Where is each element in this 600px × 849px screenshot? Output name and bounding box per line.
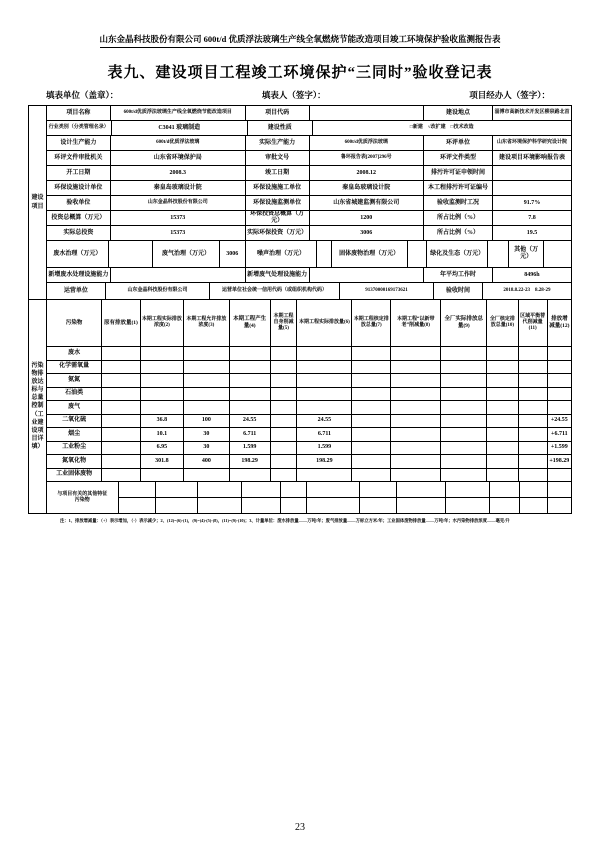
info-rows <box>47 106 571 299</box>
pollutant-value: +24.55 <box>547 415 571 428</box>
pollutant-value: 198.29 <box>296 455 351 468</box>
pollutant-value <box>489 498 519 513</box>
pollutant-column-header: 本期工程实际排放量(6) <box>296 300 351 346</box>
pollutant-value <box>440 374 486 387</box>
info-label: 绿化及生态（万元） <box>426 241 486 267</box>
pollutant-value <box>390 347 440 360</box>
pollutant-value <box>396 498 445 513</box>
pollutant-name: 烟尘 <box>68 430 81 437</box>
other-pollutants-subrow <box>118 497 571 513</box>
info-value <box>309 268 424 282</box>
pollutant-value <box>241 498 281 513</box>
pollutant-value <box>519 498 547 513</box>
table-footnote: 注：1、排放增减量：（+）表示增加，（-）表示减少；2、(12)=(6)-(1)，(9)=(4)-(5)-(8)，(11)=(9)-(10)；3、计量单位：废水排放量——万吨/年；废气排放量——万标立方米/年；工业固体废物排放量——万吨/年；水污染物排放浓度——毫克/升 <box>60 518 510 523</box>
pollutant-value <box>351 374 390 387</box>
pollutant-value <box>519 482 547 497</box>
pollutant-value <box>140 374 183 387</box>
pollutant-value <box>518 469 547 482</box>
pollutant-value <box>270 455 297 468</box>
pollutant-column-header: 本期工程自身削减量(5) <box>270 300 297 346</box>
info-label: 固体废物治理（万元） <box>331 241 407 267</box>
pollutant-value <box>486 347 517 360</box>
pollutant-value <box>229 347 270 360</box>
pollutant-name: 工业粉尘 <box>62 444 87 451</box>
info-label: 环保设施监测单位 <box>245 196 309 210</box>
info-value <box>492 181 571 195</box>
pollutant-value <box>445 482 489 497</box>
pollutant-value <box>547 498 571 513</box>
pollutant-value: 6.711 <box>296 428 351 441</box>
info-value: 19.5 <box>492 226 571 240</box>
info-label: 所占比例（%） <box>423 226 492 240</box>
pollutant-value <box>351 469 390 482</box>
pollutant-value <box>547 388 571 401</box>
pollutant-value <box>518 415 547 428</box>
pollutant-value <box>101 455 140 468</box>
info-value: □新建 √改扩建 □技术改造 <box>312 121 572 135</box>
pollutant-value <box>390 428 440 441</box>
pollutant-value <box>306 498 359 513</box>
pollutant-value <box>390 455 440 468</box>
info-label: 环评文件审批机关 <box>54 154 103 161</box>
pollutant-value <box>101 374 140 387</box>
pollutant-value <box>359 482 396 497</box>
info-label: 运营单位 <box>63 287 88 294</box>
pollutant-value <box>280 482 306 497</box>
pollutant-value: 36.8 <box>140 415 183 428</box>
pollutant-value <box>547 401 571 414</box>
info-row <box>47 195 571 210</box>
form-title: 表九、建设项目工程竣工环境保护“三同时”验收登记表 <box>107 65 493 81</box>
pollutant-value <box>183 401 229 414</box>
info-value: 600t/d优质浮法玻璃 <box>309 136 424 150</box>
info-value <box>316 241 330 267</box>
pollutant-row <box>47 454 571 468</box>
pollutant-value <box>296 401 351 414</box>
info-value: 600t/d优质浮法玻璃生产线全氧燃烧节能改造项目 <box>110 106 245 120</box>
info-label: 实际环保投资（万元） <box>245 226 309 240</box>
pollutant-value <box>270 401 297 414</box>
pollutant-value <box>229 469 270 482</box>
pollutant-value: 400 <box>183 455 229 468</box>
info-row <box>47 210 571 225</box>
pollutant-value <box>183 347 229 360</box>
pollutant-value <box>351 455 390 468</box>
info-label: 建设地点 <box>423 106 492 120</box>
pollutant-value <box>518 374 547 387</box>
pollutant-value <box>101 361 140 374</box>
info-label: 行业类别（分类管理名录） <box>48 125 109 131</box>
pollutant-value <box>390 469 440 482</box>
pollutant-value <box>183 388 229 401</box>
info-row <box>47 240 571 267</box>
pollutant-value: 301.8 <box>140 455 183 468</box>
pollutant-rows <box>47 300 571 513</box>
pollutant-value <box>445 498 489 513</box>
pollutant-value: +6.711 <box>547 428 571 441</box>
info-label: 环评文件类型 <box>423 151 492 165</box>
pollutant-value <box>486 361 517 374</box>
info-row <box>47 282 571 299</box>
info-label: 废水治理（万元） <box>53 250 102 257</box>
info-label: 验收监测时工况 <box>423 196 492 210</box>
info-label: 验收时间 <box>433 283 482 299</box>
pollutant-value <box>486 469 517 482</box>
info-value: 山东省环境保护科学研究设计院 <box>492 136 571 150</box>
info-row <box>47 135 571 150</box>
info-row <box>47 150 571 165</box>
pollutant-value: 6.711 <box>229 428 270 441</box>
info-value: 2018.8.22-23 8.28-29 <box>482 283 571 299</box>
pollutant-row <box>47 468 571 482</box>
pollutant-side-label: 污染物排放达标与总量控制（工业建设项目详填） <box>29 300 47 513</box>
pollutant-value <box>486 401 517 414</box>
pollutant-column-header: 本期工程“以新带老”削减量(8) <box>390 300 440 346</box>
pollutant-value <box>547 361 571 374</box>
pollutant-value: +1.599 <box>547 442 571 455</box>
pollutant-value <box>396 482 445 497</box>
pollutant-value <box>547 374 571 387</box>
pollutant-value <box>229 401 270 414</box>
pollutant-value <box>183 361 229 374</box>
info-value: 山东金晶科技股份有限公司 <box>110 196 245 210</box>
pollutant-value <box>296 388 351 401</box>
report-header <box>0 0 600 48</box>
pollutant-value <box>270 347 297 360</box>
pollutant-value <box>296 361 351 374</box>
pollutant-value <box>140 361 183 374</box>
pollutant-column-header: 原有排放量(1) <box>101 300 140 346</box>
info-label: 项目代码 <box>245 106 309 120</box>
info-label: 年平均工作时 <box>423 268 492 282</box>
info-value <box>108 241 153 267</box>
info-label: 运营单位社会统一信用代码（或组织机构代码） <box>209 283 339 299</box>
info-label: 审批文号 <box>245 151 309 165</box>
pollutant-value <box>270 428 297 441</box>
info-value: C3041 玻璃制造 <box>111 121 247 135</box>
page-number: 23 <box>295 822 305 833</box>
pollutant-value <box>390 374 440 387</box>
info-row <box>47 120 571 135</box>
pollutant-column-header: 本期工程产生量(4) <box>229 300 270 346</box>
pollutant-name: 石油类 <box>65 390 84 397</box>
info-value <box>492 166 571 180</box>
pollutant-value <box>280 498 306 513</box>
pollutant-value <box>486 428 517 441</box>
pollutant-value <box>486 415 517 428</box>
info-row <box>47 267 571 282</box>
info-value: 淄博市高新技术开发区柳泉路北首 <box>492 106 571 120</box>
pollutant-value <box>518 442 547 455</box>
pollutant-value <box>140 388 183 401</box>
pollutant-value <box>486 388 517 401</box>
pollutant-value <box>440 442 486 455</box>
pollutant-column-header: 本期工程允许排放浓度(3) <box>183 300 229 346</box>
pollutant-value <box>486 442 517 455</box>
pollutant-value <box>306 482 359 497</box>
pollutant-value <box>440 401 486 414</box>
pollutant-value: 1.599 <box>229 442 270 455</box>
pollutant-row <box>47 387 571 401</box>
info-value: 7.8 <box>492 211 571 225</box>
pollutant-value <box>155 498 197 513</box>
pollutant-name: 废水 <box>68 349 81 356</box>
pollutant-value <box>101 401 140 414</box>
pollutant-value <box>270 361 297 374</box>
pollutant-row <box>47 427 571 441</box>
info-label: 新增废气处理设施能力 <box>245 268 309 282</box>
pollutant-value <box>359 498 396 513</box>
pollutant-value <box>351 361 390 374</box>
pollutant-value <box>440 347 486 360</box>
info-value: 15373 <box>110 226 245 240</box>
pollutant-value <box>486 455 517 468</box>
pollutant-name: 二氧化硫 <box>62 417 87 424</box>
pollutant-value <box>197 482 241 497</box>
pollutant-value <box>351 347 390 360</box>
info-value: 山东省环境保护局 <box>110 151 245 165</box>
project-info-section <box>29 106 571 299</box>
pollutant-value <box>390 388 440 401</box>
info-value: 秦皇岛玻璃设计院 <box>110 181 245 195</box>
pollutant-value <box>140 347 183 360</box>
pollutant-name: 氮氧化物 <box>62 457 87 464</box>
pollutant-value: 1.599 <box>296 442 351 455</box>
pollutant-value <box>229 361 270 374</box>
info-value: 1200 <box>309 211 424 225</box>
info-row <box>47 165 571 180</box>
pollutant-value <box>518 401 547 414</box>
pollutant-value: +198.29 <box>547 455 571 468</box>
pollutant-value <box>440 415 486 428</box>
info-row <box>47 180 571 195</box>
pollutant-value <box>296 374 351 387</box>
info-value: 鲁环报告表[2007]296号 <box>309 151 424 165</box>
info-value: 15373 <box>110 211 245 225</box>
info-label: 环评单位 <box>423 136 492 150</box>
pollutant-name: 化学需氧量 <box>59 363 90 370</box>
info-value: 建设项目环境影响报告表 <box>492 151 571 165</box>
info-value <box>110 268 245 282</box>
pollutant-value <box>547 469 571 482</box>
info-row <box>47 106 571 120</box>
info-label: 新增废水处理设施能力 <box>48 271 109 278</box>
info-label: 验收单位 <box>66 199 91 206</box>
pollutant-value: 198.29 <box>229 455 270 468</box>
info-value: 2008.3 <box>110 166 245 180</box>
pollutant-value <box>390 415 440 428</box>
info-label: 环保设施设计单位 <box>54 184 103 191</box>
info-value: 2008.12 <box>309 166 424 180</box>
info-label: 投资总概算（万元） <box>51 214 106 221</box>
pollutant-value <box>518 428 547 441</box>
pollutant-row <box>47 346 571 360</box>
info-label: 建设性质 <box>247 121 312 135</box>
info-label: 实际生产能力 <box>245 136 309 150</box>
pollutant-value <box>101 428 140 441</box>
info-label: 设计生产能力 <box>60 139 97 146</box>
pollutant-name: 废气 <box>68 403 81 410</box>
pollutant-value: 6.95 <box>140 442 183 455</box>
other-pollutants-subrow <box>118 482 571 497</box>
pollutant-value: 30 <box>183 442 229 455</box>
pollutant-value: 24.55 <box>229 415 270 428</box>
pollutant-value <box>101 469 140 482</box>
pollutant-value <box>296 469 351 482</box>
pollutant-value <box>440 428 486 441</box>
pollutant-column-header: 排放增减量(12) <box>547 300 571 346</box>
pollutant-value <box>351 428 390 441</box>
pollutant-value <box>390 401 440 414</box>
other-pollutants-label: 与项目有关的其他特征污染物 <box>57 491 108 503</box>
pollutant-column-header: 本期工程核定排放总量(7) <box>351 300 390 346</box>
pollutant-value <box>351 415 390 428</box>
pollutant-value <box>197 498 241 513</box>
pollutant-value <box>518 361 547 374</box>
pollutant-value <box>270 442 297 455</box>
info-value <box>543 241 571 267</box>
info-row <box>47 225 571 240</box>
pollutant-value <box>270 388 297 401</box>
info-value: 91.7% <box>492 196 571 210</box>
pollutant-row <box>47 400 571 414</box>
pollutant-value <box>140 469 183 482</box>
info-value: 3006 <box>309 226 424 240</box>
info-value: 8496h <box>492 268 571 282</box>
fill-person-label: 填表人（签字）： <box>261 90 326 100</box>
pollutant-value <box>440 455 486 468</box>
pollutant-value <box>101 442 140 455</box>
pollutant-value: 24.55 <box>296 415 351 428</box>
pollutant-value <box>101 415 140 428</box>
pollutant-value <box>547 482 571 497</box>
pollutant-value <box>351 442 390 455</box>
pollutant-value <box>296 347 351 360</box>
info-label: 废气治理（万元） <box>152 241 219 267</box>
pollutant-column-header: 本期工程实际排放浓度(2) <box>140 300 183 346</box>
pollutant-value <box>183 374 229 387</box>
pollutant-value <box>351 388 390 401</box>
info-value <box>407 241 427 267</box>
info-value <box>309 106 424 120</box>
info-label: 实际总投资 <box>63 229 94 236</box>
info-label: 环保设施施工单位 <box>245 181 309 195</box>
pollutant-row <box>47 441 571 455</box>
info-label: 开工日期 <box>66 169 91 176</box>
info-label: 项目名称 <box>66 109 91 116</box>
pollutant-column-header: 全厂实际排放总量(9) <box>440 300 486 346</box>
project-handler-label: 项目经办人（签字）： <box>469 90 550 100</box>
other-pollutants-row <box>47 481 571 513</box>
pollutant-value <box>390 442 440 455</box>
info-label: 其他（万元） <box>508 241 543 267</box>
pollutant-value <box>489 482 519 497</box>
pollutant-value <box>155 482 197 497</box>
pollutant-header-row <box>47 300 571 346</box>
info-label: 本工程排污许可证编号 <box>423 181 492 195</box>
report-header-text: 山东金晶科技股份有限公司 600t/d 优质浮法玻璃生产线全氧燃烧节能改造项目竣工环境保护验收监测报告表 <box>100 33 501 48</box>
pollutant-value <box>140 401 183 414</box>
pollutant-row <box>47 373 571 387</box>
pollutant-row <box>47 414 571 428</box>
pollutant-value <box>101 388 140 401</box>
pollutant-value <box>101 347 140 360</box>
other-pollutants-grid <box>118 482 571 513</box>
info-value: 秦皇岛玻璃设计院 <box>309 181 424 195</box>
pollutant-value <box>270 415 297 428</box>
pollutant-value <box>390 361 440 374</box>
pollutant-value <box>241 482 281 497</box>
pollutant-value <box>270 469 297 482</box>
pollutant-name: 工业固体废物 <box>56 471 93 478</box>
info-value: 3006 <box>219 241 245 267</box>
pollutant-value <box>547 347 571 360</box>
pollutant-value <box>518 455 547 468</box>
pollutant-value <box>229 374 270 387</box>
pollutant-value <box>118 482 155 497</box>
info-value: 山东金晶科技股份有限公司 <box>105 283 209 299</box>
pollutant-value <box>486 374 517 387</box>
info-value: 600t/d优质浮法玻璃 <box>110 136 245 150</box>
info-side-label: 建设项目 <box>29 106 47 299</box>
pollutant-value <box>440 388 486 401</box>
info-label: 竣工日期 <box>245 166 309 180</box>
pollutant-column-header: 区域平衡替代削减量(11) <box>518 300 547 346</box>
pollutant-value <box>440 469 486 482</box>
pollutant-value: 10.1 <box>140 428 183 441</box>
info-label: 排污许可证申领时间 <box>423 166 492 180</box>
pollutant-section <box>29 299 571 513</box>
info-label: 所占比例（%） <box>423 211 492 225</box>
pollutant-column-header: 全厂核定排放总量(10) <box>486 300 517 346</box>
pollutant-name: 氨氮 <box>68 376 81 383</box>
fill-unit-label: 填表单位（盖章）： <box>46 90 119 100</box>
pollutant-value <box>518 388 547 401</box>
pollutant-value: 30 <box>183 428 229 441</box>
pollutant-value <box>351 401 390 414</box>
pollutant-value <box>229 388 270 401</box>
info-value: 91370000169173621 <box>339 283 433 299</box>
pollutant-value <box>518 347 547 360</box>
registration-table <box>28 105 572 514</box>
info-value: 山东省城建监测有限公司 <box>309 196 424 210</box>
pollutant-value <box>118 498 155 513</box>
info-value <box>487 241 509 267</box>
pollutant-column-header: 污染物 <box>65 319 83 326</box>
signature-line <box>46 89 550 101</box>
info-label: 噪声治理（万元） <box>245 241 316 267</box>
info-label: 环保投资总概算（万元） <box>245 211 309 225</box>
pollutant-value <box>270 374 297 387</box>
pollutant-value <box>183 469 229 482</box>
pollutant-row <box>47 360 571 374</box>
pollutant-value <box>440 361 486 374</box>
pollutant-value: 100 <box>183 415 229 428</box>
